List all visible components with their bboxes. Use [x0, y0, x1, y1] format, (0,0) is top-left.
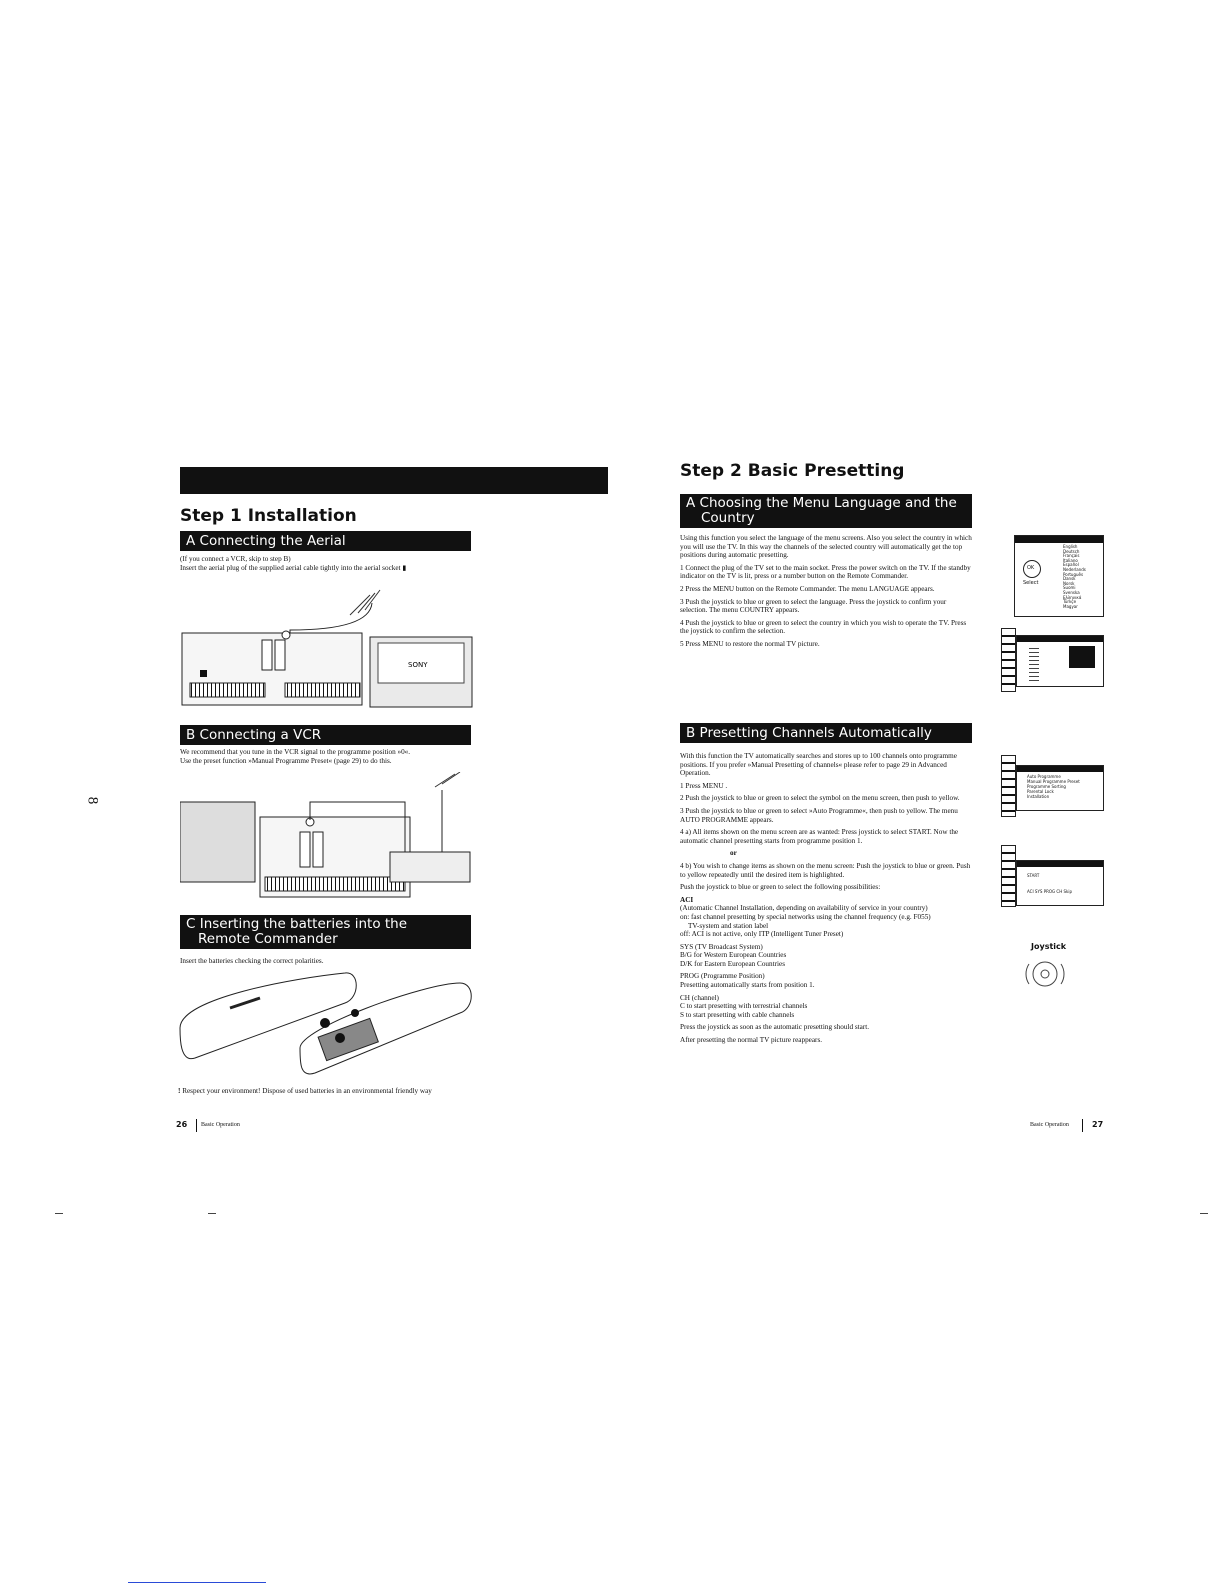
step1-title: Step 1 Installation: [180, 506, 357, 526]
right-section-a-text: Using this function you select the language of the menu screens. Also you select the country in which you will use the TV. In this way the channels of the selected country will automatically get the top positions during automatic presetting. 1 Connect the plug of the TV set to the main socket. Press the power switch on the TV. If the standby indicator on the TV is lit, press or a number button on the Remote Commander. 2 Press the MENU button on the Remote Commander. The menu LANGUAGE appears. 3 Push the joystick to blue or green to select the language. Press the joystick to confirm your selection. The menu COUNTRY appears. 4 Push the joystick to blue or green to select the country in which you wish to operate the TV. Press the joystick to confirm the selection. 5 Press MENU to restore the normal TV picture.: [680, 534, 972, 648]
menu-icon-column-3: [1001, 845, 1016, 907]
right-page-number: 27: [1092, 1120, 1104, 1129]
menu-title-bar: [1015, 536, 1103, 543]
menu-icon-column-2: [1001, 755, 1016, 817]
joystick-diagram-icon: [1025, 956, 1065, 992]
right-section-b-text: With this function the TV automatically searches and stores up to 100 channels onto programme positions. If you prefer »Manual Presetting of channels« please refer to page 29 in Advanced Operation. 1 Press MENU . 2 Push the joystick to blue or green to select the symbol on the menu screen, then push to yellow. 3 Push the joystick to blue or green to select »Auto Programme«, then push to yellow. The menu AUTO PROGRAMME appears. 4 a) All items shown on the menu screen are as wanted: Press joystick to select START. Now the automatic channel presetting starts from programme position 1. or 4 b) You wish to change items as shown on the menu screen: Push the joystick to blue or green. Push to yellow repeatedly until the desired item is highlighted. Push the joystick to blue or green to select the following possibilities: ACI (Automatic Channel Installation, depending on availability of service in your country) on: fast channel presetting by special networks using the channel frequency (e.g. F055) TV-system and station label off: ACI is not active, only ITP (Intelligent Tuner Preset) SYS (TV Broadcast System) B/G for Western European Countries D/K for Eastern European Countries PROG (Programme Position) Presetting automatically starts from position 1. CH (channel) C to start presetting with terrestrial channels S to start presetting with cable channels Press the joystick as soon as the automatic presetting should start. After presetting the normal TV picture reappears.: [680, 752, 971, 1045]
section-b-line: Use the preset function »Manual Programme Preset« (page 29) to do this.: [180, 756, 392, 765]
start-row: ACI SYS PROG CH Skip: [1027, 889, 1072, 894]
header-bar: [180, 467, 608, 494]
section-b-text: [180, 748, 480, 765]
aerial-socket-icon: ▮: [402, 563, 407, 572]
battery-diagram: [175, 968, 475, 1078]
setup-menu-screen: [1016, 765, 1104, 811]
left-footer-label: Basic Operation: [201, 1122, 240, 1128]
menu-select-label: Select: [1023, 580, 1039, 586]
section-b-line: We recommend that you tune in the VCR signal to the programme position »0«.: [180, 748, 411, 756]
language-list: English Deutsch Français Italiano Español Nederlands Português Dansk Norsk Suomi Svenska Ελληνικά Türkçe Magyar: [1063, 544, 1086, 609]
right-section-a-heading: A Choosing the Menu Language and the Country: [680, 494, 972, 528]
right-section-b-heading: B Presetting Channels Automatically: [680, 723, 972, 743]
start-label: START: [1027, 873, 1040, 878]
env-note: ! Respect your environment! Dispose of used batteries in an environmental friendly way: [178, 1087, 432, 1095]
section-c-heading: C Inserting the batteries into the Remote Commander: [180, 915, 471, 949]
section-b-heading: B Connecting a VCR: [180, 725, 471, 745]
folio-rule: [196, 1119, 197, 1132]
left-page-number: 26: [176, 1120, 188, 1129]
language-menu-screen: [1014, 535, 1104, 617]
country-list: [1029, 645, 1039, 683]
country-menu-screen: [1016, 635, 1104, 687]
section-a-text: [180, 555, 480, 572]
link-underline: [128, 1582, 266, 1583]
joystick-icon: OK: [1023, 560, 1041, 578]
aerial-diagram: [180, 585, 475, 715]
vcr-diagram: [180, 772, 475, 902]
crop-mark: [55, 1213, 63, 1214]
folio-rule-right: [1082, 1119, 1083, 1132]
side-page-mark: 8: [84, 796, 101, 805]
section-a-heading: A Connecting the Aerial: [180, 531, 471, 551]
section-a-line: Insert the aerial plug of the supplied aerial cable tightly into the aerial socket ▮: [180, 563, 407, 572]
section-c-text: Insert the batteries checking the correct polarities.: [180, 957, 324, 965]
joystick-label: Joystick: [1031, 942, 1067, 951]
crop-mark: [208, 1213, 216, 1214]
setup-menu-list: Auto Programme Manual Programme Preset Programme Sorting Parental Lock Installation: [1027, 774, 1080, 799]
vcr-device: [390, 852, 470, 882]
auto-programme-screen: [1016, 860, 1104, 906]
right-footer-label: Basic Operation: [1030, 1122, 1069, 1128]
crop-mark: [1200, 1213, 1208, 1214]
aerial-antenna: [350, 590, 380, 615]
menu-icon-column: [1001, 628, 1016, 692]
tv-brand-label: SONY: [408, 661, 428, 669]
tv-rear-small: [180, 802, 255, 882]
country-highlight: [1069, 646, 1095, 668]
step2-title: Step 2 Basic Presetting: [680, 461, 905, 481]
warning-icon: !: [178, 1087, 181, 1095]
section-a-line: (If you connect a VCR, skip to step B): [180, 555, 291, 563]
